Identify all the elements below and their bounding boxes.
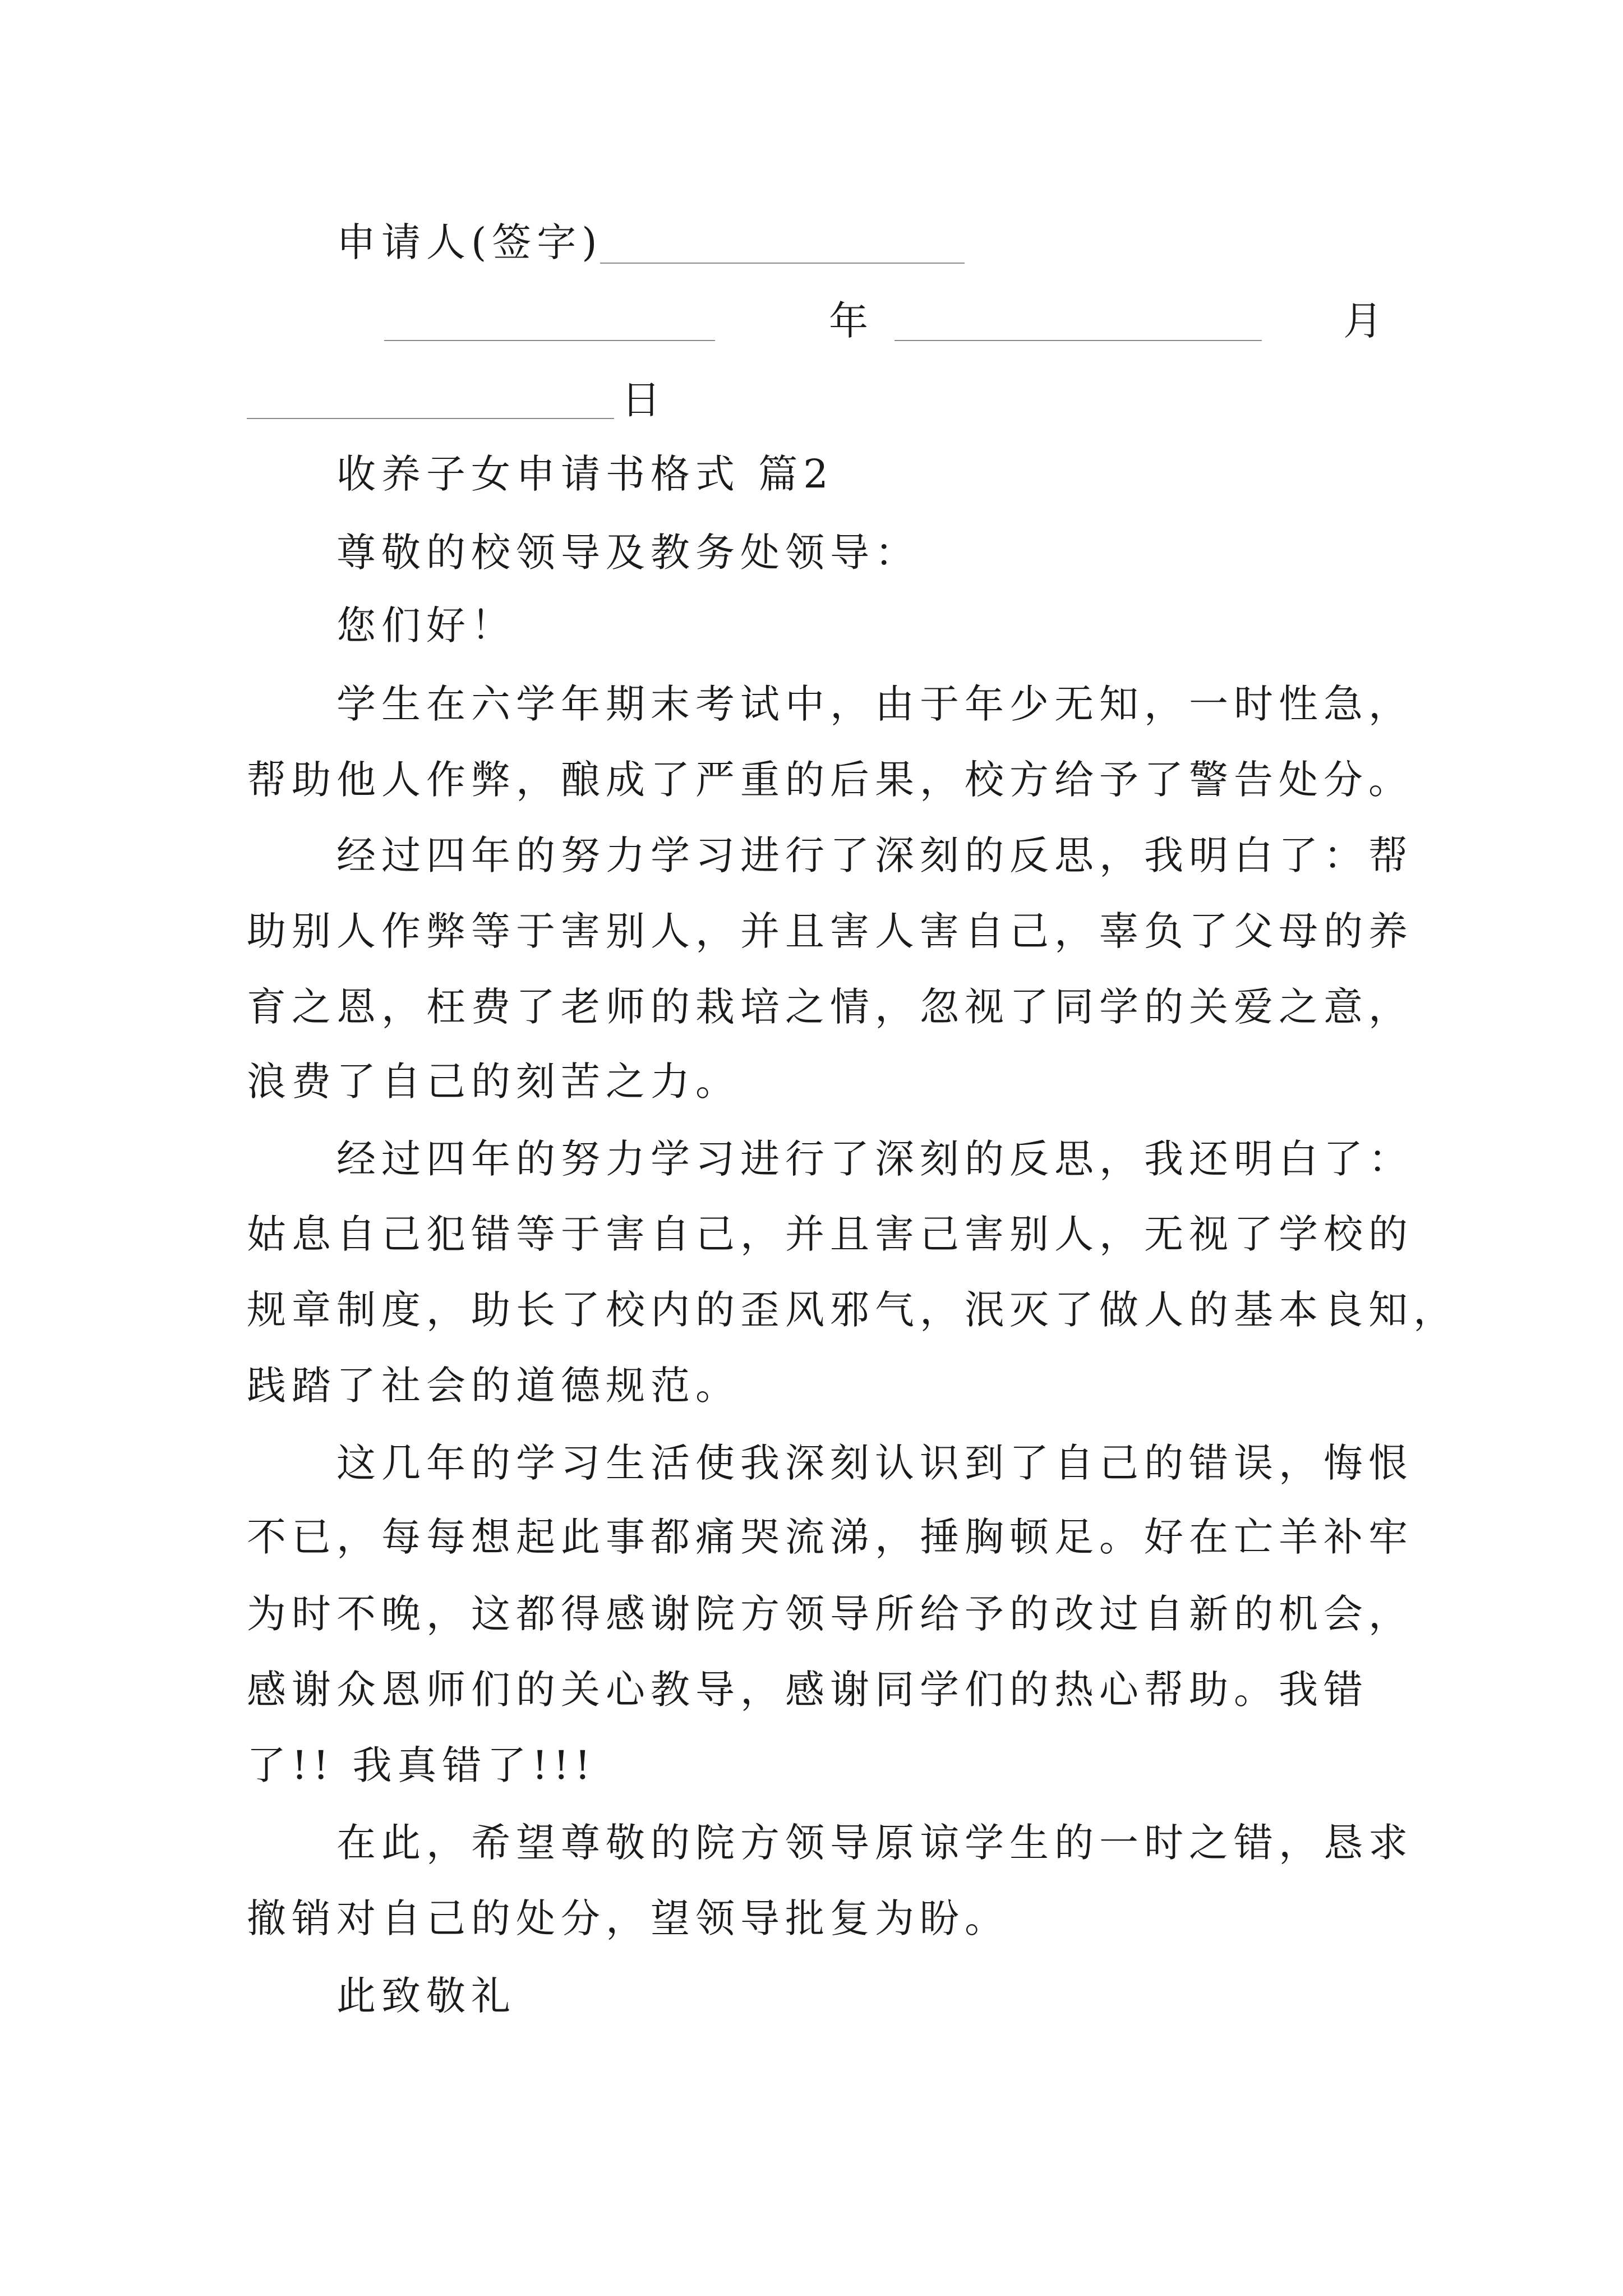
day-blank [247, 418, 614, 419]
body-line: 感谢众恩师们的关心教导，感谢同学们的热心帮助。我错 [247, 1667, 1368, 1713]
body-line: 经过四年的努力学习进行了深刻的反思，我明白了：帮 [336, 832, 1413, 878]
body-line: 规章制度，助长了校内的歪风邪气，泯灭了做人的基本良知， [247, 1287, 1458, 1333]
closing: 此致敬礼 [336, 1973, 516, 2019]
body-line: 育之恩，枉费了老师的栽培之情，忽视了同学的关爱之意， [247, 984, 1413, 1030]
day-label: 日 [621, 377, 666, 423]
year-label: 年 [829, 298, 874, 344]
body-line: 在此，希望尊敬的院方领导原谅学生的一时之错，恳求 [336, 1820, 1413, 1866]
month-blank [895, 340, 1262, 341]
body-line: 不已，每每想起此事都痛哭流涕，捶胸顿足。好在亡羊补牢 [247, 1514, 1413, 1560]
body-line: 帮助他人作弊，酿成了严重的后果，校方给予了警告处分。 [247, 757, 1413, 803]
year-blank [384, 340, 715, 341]
greeting: 您们好！ [336, 602, 516, 648]
body-line: 姑息自己犯错等于害自己，并且害己害别人，无视了学校的 [247, 1211, 1413, 1257]
body-line: 为时不晚，这都得感谢院方领导所给予的改过自新的机会， [247, 1591, 1413, 1637]
body-line: 浪费了自己的刻苦之力。 [247, 1059, 740, 1105]
body-line: 助别人作弊等于害别人，并且害人害自己，辜负了父母的养 [247, 908, 1413, 954]
salutation: 尊敬的校领导及教务处领导： [336, 530, 920, 576]
applicant-signature-label: 申请人(签字) [336, 219, 603, 265]
body-line: 撤销对自己的处分，望领导批复为盼。 [247, 1895, 1009, 1941]
month-label: 月 [1343, 298, 1388, 344]
body-line: 这几年的学习生活使我深刻认识到了自己的错误，悔恨 [336, 1440, 1413, 1486]
section-title: 收养子女申请书格式 篇2 [336, 451, 834, 497]
body-line: 经过四年的努力学习进行了深刻的反思，我还明白了： [336, 1136, 1413, 1182]
body-line: 学生在六学年期末考试中，由于年少无知，一时性急， [336, 681, 1413, 727]
applicant-signature-blank [600, 263, 965, 264]
body-line: 了!! 我真错了!!! [247, 1742, 596, 1788]
body-line: 践踏了社会的道德规范。 [247, 1363, 740, 1409]
